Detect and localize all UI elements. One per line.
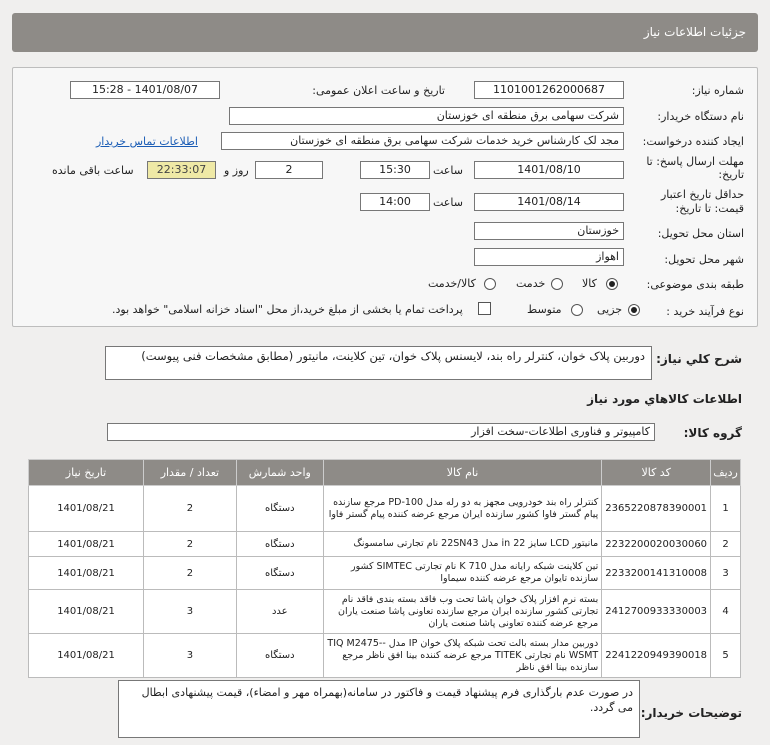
days-remaining-field: 2 (255, 161, 323, 179)
validity-label-date: قیمت: تا تاریخ: (675, 202, 744, 215)
goods-table (28, 459, 741, 678)
cell-unit: عدد (236, 590, 323, 634)
cell-date: 1401/08/21 (29, 557, 144, 590)
buyer-contact-link[interactable]: اطلاعات تماس خریدار (96, 135, 198, 148)
col-code: کد کالا (602, 460, 711, 486)
cell-qty: 2 (144, 557, 237, 590)
cell-name: دوربین مدار بسته بالت تحت شبکه پلاک خوان IP مدل -TIQ M2475-WSMT نام تجارتی TITEK مرجع عرضه کننده بینا افق ناظر مرجع سازنده بینا افق ناظر (323, 634, 601, 678)
col-unit: واحد شمارش (236, 460, 323, 486)
goods-group-label: گروه کالا: (683, 426, 742, 440)
col-row: ردیف (711, 460, 741, 486)
description-field: دوربین پلاک خوان، کنترلر راه بند، لایسنس پلاک خوان، تین کلاینت، مانیتور (مطابق مشخصات فنی پیوست) (105, 346, 652, 380)
validity-date-field: 1401/08/14 (474, 193, 624, 211)
cell-unit: دستگاه (236, 557, 323, 590)
cell-qty: 2 (144, 532, 237, 557)
table-row (29, 590, 741, 634)
category-option-goods-service: کالا/خدمت (428, 277, 476, 290)
process-option-medium: متوسط (527, 303, 562, 316)
process-option-minor: جزیی (597, 303, 623, 316)
process-radio-minor[interactable] (628, 304, 640, 316)
cell-qty: 2 (144, 486, 237, 532)
cell-row: 3 (711, 557, 741, 590)
category-radio-goods-service[interactable] (484, 278, 496, 290)
cell-qty: 3 (144, 590, 237, 634)
table-row (29, 486, 741, 532)
cell-name: تین کلاینت شبکه رایانه مدل K 710 نام تجارتی SIMTEC کشور سازنده تایوان مرجع عرضه کننده سیماوا (323, 557, 601, 590)
need-number-label: شماره نیاز: (691, 84, 744, 97)
cell-name: کنترلر راه بند خودرویی مجهز به دو رله مدل PD-100 مرجع سازنده پیام گستر فاوا کشور سازنده ایران مرجع عرضه کننده پیام گستر فاوا (323, 486, 601, 532)
cell-row: 5 (711, 634, 741, 678)
cell-code: 2233200141310008 (602, 557, 711, 590)
need-number-field: 1101001262000687 (474, 81, 624, 99)
buyer-org-label: نام دستگاه خریدار: (657, 110, 744, 123)
col-date: تاریخ نیاز (29, 460, 144, 486)
goods-group-field: کامپیوتر و فناوری اطلاعات-سخت افزار (107, 423, 655, 441)
days-label: روز و (224, 164, 249, 177)
validity-time-field: 14:00 (360, 193, 430, 211)
city-field: اهواز (474, 248, 624, 266)
table-row (29, 557, 741, 590)
table-row (29, 532, 741, 557)
deadline-label: مهلت ارسال پاسخ: تا (646, 155, 744, 168)
category-radio-goods[interactable] (606, 278, 618, 290)
cell-code: 2232200020030060 (602, 532, 711, 557)
treasury-payment-label: پرداخت تمام یا بخشی از مبلغ خرید،از محل "اسناد خزانه اسلامی" خواهد بود. (112, 303, 463, 316)
process-label: نوع فرآیند خرید : (666, 305, 744, 318)
announce-datetime-field: 1401/08/07 - 15:28 (70, 81, 220, 99)
table-row (29, 634, 741, 678)
deadline-label-date: تاریخ: (718, 168, 744, 181)
cell-date: 1401/08/21 (29, 486, 144, 532)
cell-code: 2412700933330003 (602, 590, 711, 634)
category-radio-service[interactable] (551, 278, 563, 290)
city-label: شهر محل تحویل: (664, 253, 744, 266)
deadline-date-field: 1401/08/10 (474, 161, 624, 179)
category-label: طبقه بندی موضوعی: (646, 278, 744, 291)
description-label: شرح کلي نياز: (656, 352, 742, 366)
process-radio-medium[interactable] (571, 304, 583, 316)
cell-date: 1401/08/21 (29, 590, 144, 634)
cell-qty: 3 (144, 634, 237, 678)
page-title: جزئیات اطلاعات نیاز (643, 25, 746, 39)
buyer-org-field: شرکت سهامی برق منطقه ای خوزستان (229, 107, 624, 125)
table-header-row (29, 460, 741, 486)
cell-date: 1401/08/21 (29, 532, 144, 557)
deadline-time-label: ساعت (433, 164, 463, 177)
validity-time-label: ساعت (433, 196, 463, 209)
cell-code: 2365220878390001 (602, 486, 711, 532)
cell-unit: دستگاه (236, 486, 323, 532)
category-option-goods: کالا (582, 277, 597, 290)
deadline-time-field: 15:30 (360, 161, 430, 179)
cell-row: 2 (711, 532, 741, 557)
category-option-service: خدمت (516, 277, 546, 290)
treasury-payment-checkbox[interactable] (478, 302, 491, 315)
remaining-time-label: ساعت باقی مانده (52, 164, 134, 177)
requester-label: ایجاد کننده درخواست: (642, 135, 744, 148)
cell-unit: دستگاه (236, 532, 323, 557)
cell-row: 4 (711, 590, 741, 634)
requester-field: مجد لک کارشناس خرید خدمات شرکت سهامی برق منطقه ای خوزستان (221, 132, 624, 150)
cell-name: مانیتور LCD سایز 22 in مدل 22SN43 نام تجارتی سامسونگ (323, 532, 601, 557)
buyer-notes-label: توضیحات خریدار: (640, 706, 742, 720)
validity-label: حداقل تاریخ اعتبار (660, 188, 744, 201)
cell-code: 2241220949390018 (602, 634, 711, 678)
cell-row: 1 (711, 486, 741, 532)
cell-name: بسته نرم افزار پلاک خوان پاشا تحت وب فاقد بسته بندی فاقد نام تجارتی کشور سازنده ایران مرجع سازنده تعاونی پاشا صنعت یاران مرجع عرضه کننده تعاونی پاشا صنعت یاران (323, 590, 601, 634)
goods-info-title: اطلاعات کالاهاي مورد نياز (587, 392, 742, 406)
remaining-time-field: 22:33:07 (147, 161, 216, 179)
col-name: نام کالا (323, 460, 601, 486)
province-label: استان محل تحویل: (657, 227, 744, 240)
col-qty: تعداد / مقدار (144, 460, 237, 486)
buyer-notes-field: در صورت عدم بارگذاری فرم پیشنهاد قیمت و فاکتور در سامانه(بهمراه مهر و امضاء)، قیمت پیشنهادی ابطال می گردد. (118, 680, 640, 738)
announce-label: تاریخ و ساعت اعلان عمومی: (312, 84, 445, 97)
cell-unit: دستگاه (236, 634, 323, 678)
province-field: خوزستان (474, 222, 624, 240)
cell-date: 1401/08/21 (29, 634, 144, 678)
page-header (12, 13, 758, 52)
